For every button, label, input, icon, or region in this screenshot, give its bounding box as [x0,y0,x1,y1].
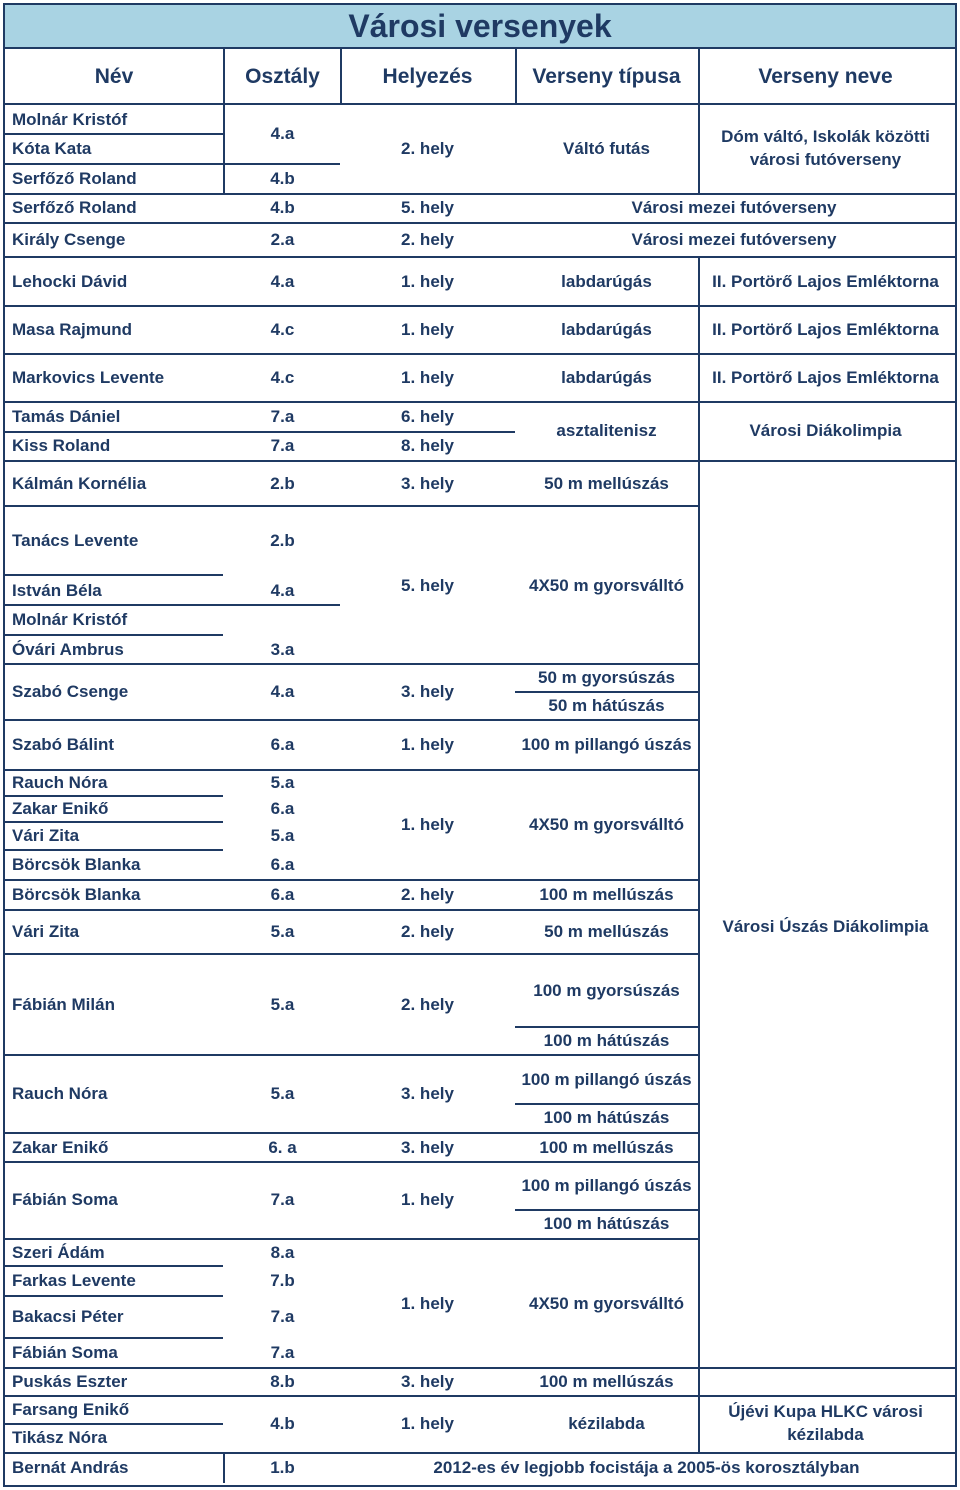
table-cell: asztalitenisz [556,420,657,440]
header-osztaly: Osztály [245,65,320,88]
grid-line [698,49,700,104]
table-cell: István Béla [12,580,102,600]
table-cell: 3. hely [401,1371,454,1391]
table-cell: 6.a [270,734,295,754]
table-cell: 4.a [270,580,295,600]
table-cell: 1. hely [401,271,454,291]
table-cell: 7.a [270,1306,295,1326]
table-cell: 1.b [270,1457,295,1477]
table-cell: 50 m mellúszás [544,473,669,493]
table-cell: 100 m pillangó úszás [521,734,692,754]
table-cell: 5.a [270,825,295,845]
table-cell: 7.a [270,406,295,426]
table-cell: Óvári Ambrus [12,639,124,659]
table-cell: 100 m mellúszás [539,1371,674,1391]
table-cell: Kálmán Kornélia [12,473,147,493]
table-cell: Városi mezei futóverseny [631,197,837,217]
table-cell: Kiss Roland [12,435,111,455]
table-cell: 3. hely [401,1137,454,1157]
table-cell: labdarúgás [561,271,652,291]
table-cell: 2. hely [401,994,454,1014]
table-cell: II. Portörő Lajos Emléktorna [712,271,939,291]
table-cell: Szabó Bálint [12,734,115,754]
table-cell: Kóta Kata [12,138,92,158]
table-cell: 3.a [270,639,295,659]
table-cell: 100 m hátúszás [543,1213,670,1233]
table-cell: 6.a [270,854,295,874]
table-cell: Farsang Enikő [12,1399,130,1419]
table-cell: 4.b [270,1413,295,1433]
table-cell: Molnár Kristóf [12,609,128,629]
table-cell: 2.b [270,530,295,550]
table-cell: 4X50 m gyorsválltó [529,575,684,595]
grid-line [223,49,225,104]
table-cell: 4X50 m gyorsválltó [529,1293,684,1313]
table-cell: 5. hely [401,575,454,595]
table-cell: 8.a [270,1242,295,1262]
table-cell: Tanács Levente [12,530,139,550]
table-cell: 50 m gyorsúszás [537,667,675,687]
table-cell: Lehocki Dávid [12,271,128,291]
table-cell: Puskás Eszter [12,1371,128,1391]
table-cell: Fábián Soma [12,1342,118,1362]
table-cell: 100 m pillangó úszás [521,1069,692,1089]
table-cell: 4.c [270,319,295,339]
table-cell: Serfőző Roland [12,197,137,217]
table-cell: 1. hely [401,319,454,339]
table-cell: Molnár Kristóf [12,109,128,129]
table-cell: 4.a [270,271,295,291]
table-cell: 100 m gyorsúszás [533,980,680,1000]
table-cell: II. Portörő Lajos Emléktorna [712,319,939,339]
table-cell: 4.b [270,197,295,217]
table-cell: 2. hely [401,138,454,158]
table-cell: 1. hely [401,734,454,754]
table-cell: 8.b [270,1371,295,1391]
table-cell: 7.a [270,435,295,455]
table-cell: 5.a [270,921,295,941]
table-cell: Farkas Levente [12,1270,136,1290]
table-cell: 50 m mellúszás [544,921,669,941]
table-cell: 5.a [270,994,295,1014]
table-cell: 5.a [270,772,295,792]
table-cell: Váltó futás [563,138,650,158]
table-cell: 50 m hátúszás [548,695,665,715]
table-cell: Masa Rajmund [12,319,132,339]
table-cell: 3. hely [401,1083,454,1103]
table-cell: 6. a [268,1137,297,1157]
table-cell: 6.a [270,798,295,818]
table-cell: 7.a [270,1189,295,1209]
table-cell: Városi Úszás Diákolimpia [722,916,929,936]
table-cell: 2.a [270,229,295,249]
table-cell: 6.a [270,884,295,904]
table-cell: Bernát András [12,1457,129,1477]
table-cell: 1. hely [401,1413,454,1433]
table-cell: Zakar Enikő [12,798,109,818]
table-cell: Zakar Enikő [12,1137,109,1157]
table-cell: 4.a [270,123,295,143]
table-cell: Serfőző Roland [12,168,137,188]
table-cell: 4.b [270,168,295,188]
table-cell: 3. hely [401,681,454,701]
table-cell: 100 m pillangó úszás [521,1175,692,1195]
table-cell: Dóm váltó, Iskolák közötti városi futóverseny [721,127,930,169]
table-cell: Rauch Nóra [12,1083,108,1103]
table-cell: 7.a [270,1342,295,1362]
table-cell: 1. hely [401,1189,454,1209]
table-cell: 3. hely [401,473,454,493]
table-cell: 2.b [270,473,295,493]
header-nev: Név [94,65,134,88]
table-cell: II. Portörő Lajos Emléktorna [712,367,939,387]
table-cell: 1. hely [401,814,454,834]
table-cell: 100 m mellúszás [539,884,674,904]
table-cell: 1. hely [401,1293,454,1313]
table-cell: Vári Zita [12,921,80,941]
table-cell: 100 m mellúszás [539,1137,674,1157]
table-cell: Rauch Nóra [12,772,108,792]
table-cell: Király Csenge [12,229,126,249]
table-cell: 2. hely [401,921,454,941]
table-cell: Fábián Milán [12,994,115,1014]
table-cell: 100 m hátúszás [543,1107,670,1127]
table-cell: Városi mezei futóverseny [631,229,837,249]
table-cell: 2. hely [401,229,454,249]
table-cell: 4X50 m gyorsválltó [529,814,684,834]
table-cell: Újévi Kupa HLKC városi kézilabda [728,1402,923,1444]
table-cell: Bakacsi Péter [12,1306,124,1326]
table-cell: 4.c [270,367,295,387]
header-verseny-tipusa: Verseny típusa [532,65,681,88]
table-cell: Tikász Nóra [12,1427,108,1447]
table-cell: 1. hely [401,367,454,387]
table-cell: Szabó Csenge [12,681,129,701]
grid-line [515,49,517,104]
table-cell: Markovics Levente [12,367,165,387]
table-cell: Vári Zita [12,825,80,845]
table-cell: 8. hely [401,435,454,455]
table-cell: Városi Diákolimpia [749,420,902,440]
header-verseny-neve: Verseny neve [758,65,893,88]
table-cell: Fábián Soma [12,1189,118,1209]
table-cell: kézilabda [568,1413,645,1433]
table-cell: 2012-es év legjobb focistája a 2005-ös korosztályban [433,1457,860,1477]
table-cell: Börcsök Blanka [12,884,141,904]
table-title: Városi versenyek [5,5,955,49]
table-cell: Szeri Ádám [12,1242,105,1262]
table-cell: Börcsök Blanka [12,854,141,874]
header-helyezes: Helyezés [382,65,473,88]
table-cell: labdarúgás [561,319,652,339]
table-cell: labdarúgás [561,367,652,387]
table-cell: 6. hely [401,406,454,426]
table-cell: 5.a [270,1083,295,1103]
grid-line [340,49,342,104]
table-cell: 2. hely [401,884,454,904]
table-cell: 100 m hátúszás [543,1030,670,1050]
table-cell: 4.a [270,681,295,701]
table-cell: Tamás Dániel [12,406,121,426]
table-cell: 7.b [270,1270,295,1290]
table-cell: 5. hely [401,197,454,217]
